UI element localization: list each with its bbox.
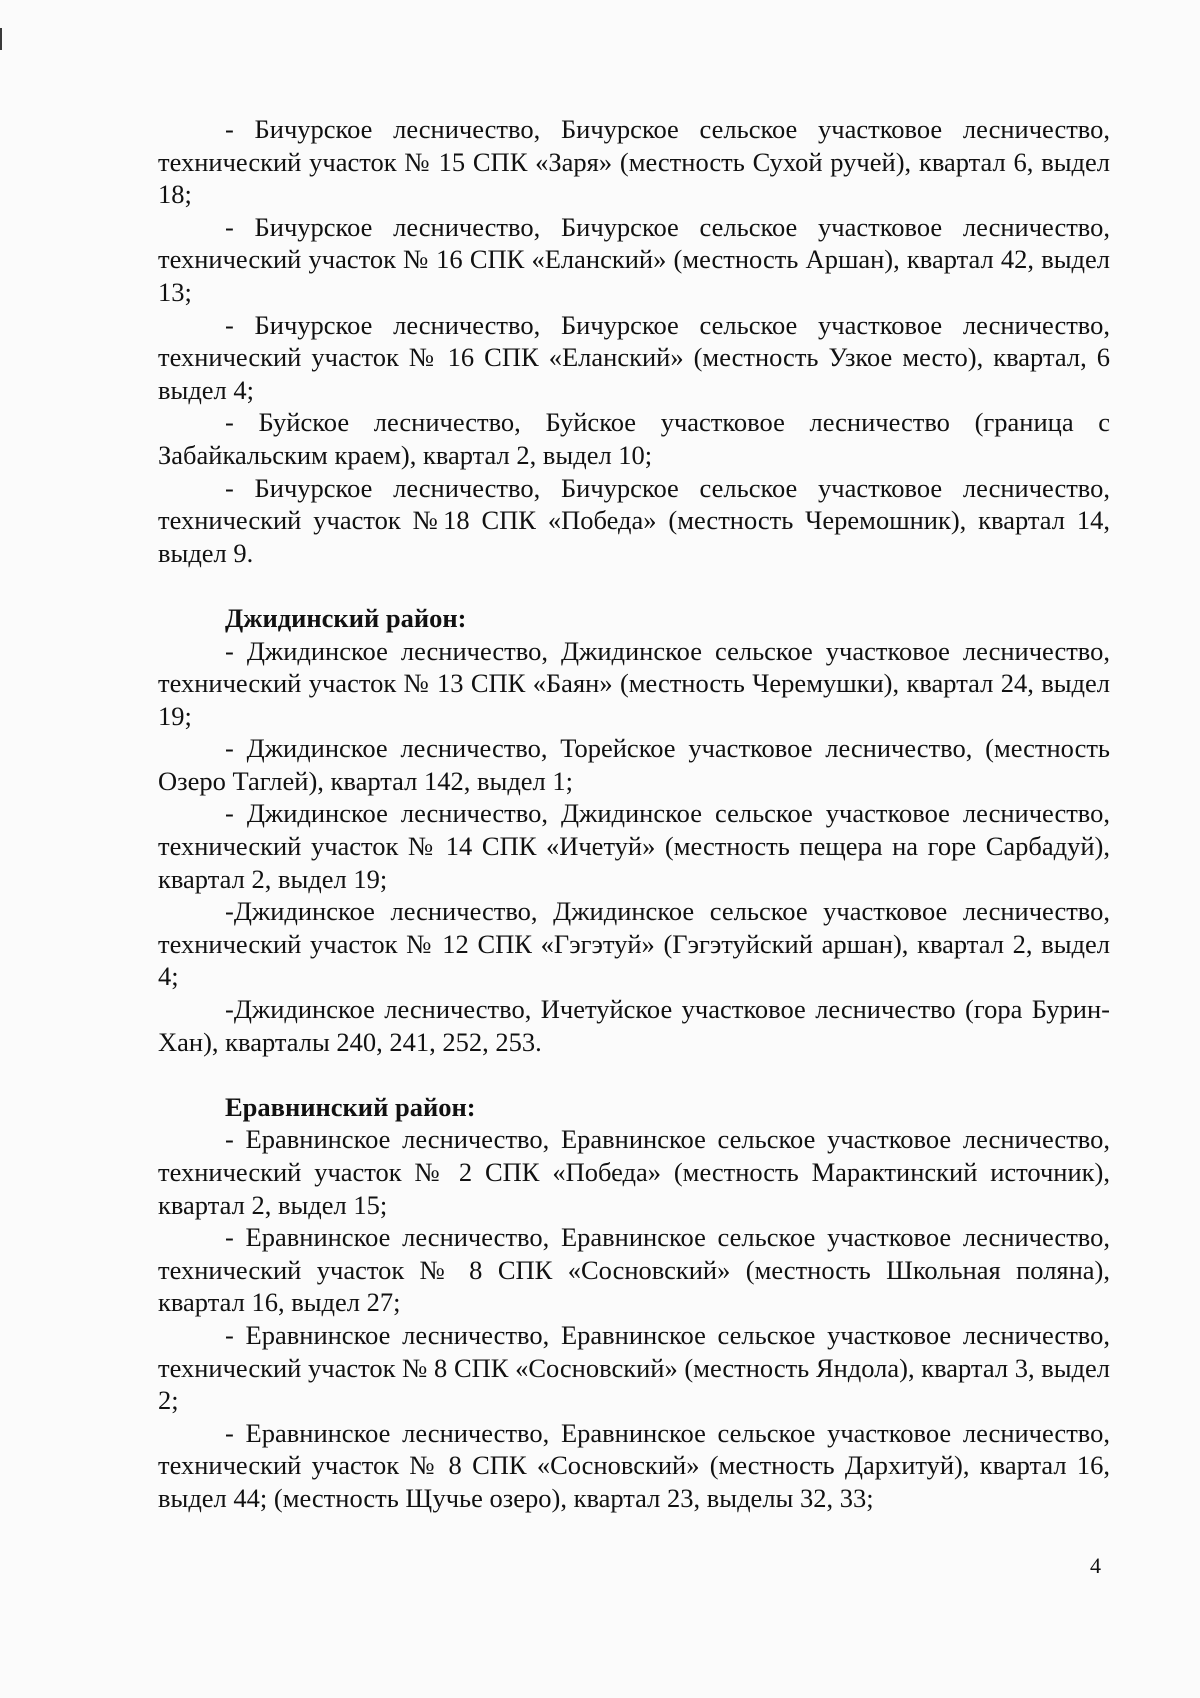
list-item: - Джидинское лесничество, Джидинское сельское участковое лесничество, технический участок № 13 СПК «Баян» (местность Черемушки), квартал 24, выдел 19; xyxy=(158,635,1110,731)
list-item: - Буйское лесничество, Буйское участковое лесничество (граница с Забайкальским краем), квартал 2, выдел 10; xyxy=(158,407,1110,470)
list-item: - Еравнинское лесничество, Еравнинское сельское участковое лесничество, технический участок № 8 СПК «Сосновский» (местность Яндола), квартал 3, выдел 2; xyxy=(158,1319,1110,1416)
list-item: -Джидинское лесничество, Ичетуйское участковое лесничество (гора Бурин-Хан), кварталы 240, 241, 252, 253. xyxy=(158,994,1110,1057)
list-item: - Еравнинское лесничество, Еравнинское сельское участковое лесничество, технический участок № 8 СПК «Сосновский» (местность Школьная поляна), квартал 16, выдел 27; xyxy=(158,1222,1110,1318)
list-item: - Бичурское лесничество, Бичурское сельское участковое лесничество, технический участок № 16 СПК «Еланский» (местность Узкое место), квартал, 6 выдел 4; xyxy=(158,309,1110,405)
list-item: - Джидинское лесничество, Джидинское сельское участковое лесничество, технический участок № 14 СПК «Ичетуй» (местность пещера на горе Сарбадуй), квартал 2, выдел 19; xyxy=(158,798,1110,894)
section-heading-dzhidinsky: Джидинский район: xyxy=(225,602,467,633)
section-heading-eravninsky: Еравнинский район: xyxy=(225,1091,476,1122)
list-item: - Еравнинское лесничество, Еравнинское сельское участковое лесничество, технический участок № 2 СПК «Победа» (местность Марактинский источник), квартал 2, выдел 15; xyxy=(158,1124,1110,1220)
section-gap xyxy=(158,1058,1110,1091)
list-item: - Еравнинское лесничество, Еравнинское сельское участковое лесничество, технический участок № 8 СПК «Сосновский» (местность Дархитуй), квартал 16, выдел 44; (местность Щучье озеро), квартал 23, выделы 32, 33; xyxy=(158,1417,1110,1513)
list-item: - Джидинское лесничество, Торейское участковое лесничество, (местность Озеро Таглей), квартал 142, выдел 1; xyxy=(158,733,1110,796)
list-item: - Бичурское лесничество, Бичурское сельское участковое лесничество, технический участок №18 СПК «Победа» (местность Черемошник), квартал 14, выдел 9. xyxy=(158,472,1110,568)
list-item: -Джидинское лесничество, Джидинское сельское участковое лесничество, технический участок № 12 СПК «Гэгэтуй» (Гэгэтуйский аршан), квартал 2, выдел 4; xyxy=(158,896,1110,992)
list-item: - Бичурское лесничество, Бичурское сельское участковое лесничество, технический участок № 16 СПК «Еланский» (местность Аршан), квартал 42, выдел 13; xyxy=(158,211,1110,307)
document-body xyxy=(158,113,1110,1515)
page-number: 4 xyxy=(1090,1553,1101,1578)
section-gap xyxy=(158,569,1110,602)
scan-edge-mark xyxy=(0,28,2,50)
list-item: - Бичурское лесничество, Бичурское сельское участковое лесничество, технический участок № 15 СПК «Заря» (местность Сухой ручей), квартал 6, выдел 18; xyxy=(158,114,1110,210)
